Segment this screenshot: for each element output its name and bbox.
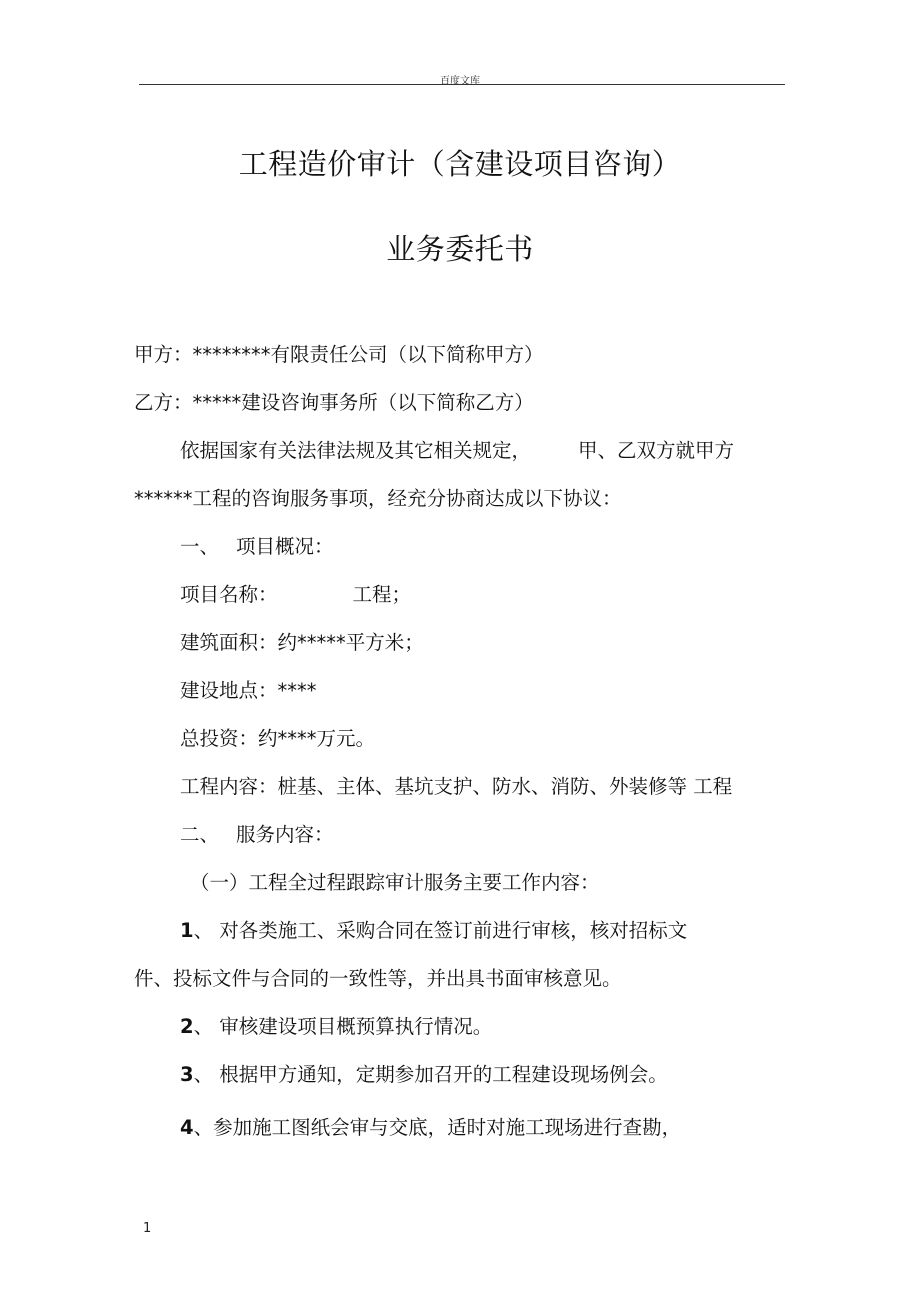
- intro-line-2: ******工程的咨询服务事项，经充分协商达成以下协议：: [134, 487, 622, 510]
- section-1-marker: 一、: [180, 535, 220, 558]
- item-text: 、 根据甲方通知，定期参加召开的工程建设现场例会。: [193, 1063, 668, 1086]
- service-item-1-continued: 件、投标文件与合同的一致性等，并出具书面审核意见。: [134, 967, 622, 990]
- service-item-1: [180, 915, 687, 943]
- item-number: 3: [180, 1063, 194, 1086]
- project-content: 工程内容：桩基、主体、基坑支护、防水、消防、外装修等 工程: [180, 775, 733, 798]
- intro-line-1: [180, 435, 734, 463]
- intro-part-1: 依据国家有关法律法规及其它相关规定，: [180, 439, 532, 462]
- party-b: 乙方：*****建设咨询事务所（以下简称乙方）: [134, 391, 534, 414]
- service-item-3: [180, 1059, 668, 1087]
- party-a: 甲方：********有限责任公司（以下简称甲方）: [134, 343, 544, 366]
- service-subheading: （一）工程全过程跟踪审计服务主要工作内容：: [190, 871, 600, 894]
- section-2-marker: 二、: [180, 823, 220, 846]
- section-2-title: 服务内容：: [236, 823, 334, 846]
- section-2-heading: [180, 819, 334, 847]
- service-item-2: [180, 1011, 492, 1039]
- construction-location: 建设地点：****: [180, 679, 317, 702]
- section-1-heading: [180, 531, 334, 559]
- item-number: 4: [180, 1116, 194, 1139]
- item-text: 、 对各类施工、采购合同在签订前进行审核，核对招标文: [193, 919, 688, 942]
- intro-part-2: 甲、乙双方就甲方: [578, 439, 735, 462]
- document-title: 工程造价审计（含建设项目咨询）: [238, 147, 682, 181]
- section-1-title: 项目概况：: [236, 535, 334, 558]
- item-text: 、参加施工图纸会审与交底，适时对施工现场进行查勘，: [193, 1116, 682, 1139]
- item-text: 、 审核建设项目概预算执行情况。: [193, 1015, 493, 1038]
- item-number: 2: [180, 1015, 194, 1038]
- item-number: 1: [180, 919, 194, 942]
- building-area: 建筑面积：约*****平方米；: [180, 631, 424, 654]
- project-name-label: 项目名称：: [180, 583, 278, 606]
- service-item-4: [180, 1112, 681, 1140]
- project-name-value: 工程；: [352, 583, 412, 606]
- header-rule: [139, 84, 785, 85]
- project-name: [180, 579, 411, 607]
- header-text: 百度文库: [440, 76, 480, 87]
- total-investment: 总投资：约****万元。: [180, 727, 376, 750]
- page-number: 1: [143, 1221, 152, 1236]
- document-subtitle: 业务委托书: [386, 232, 534, 266]
